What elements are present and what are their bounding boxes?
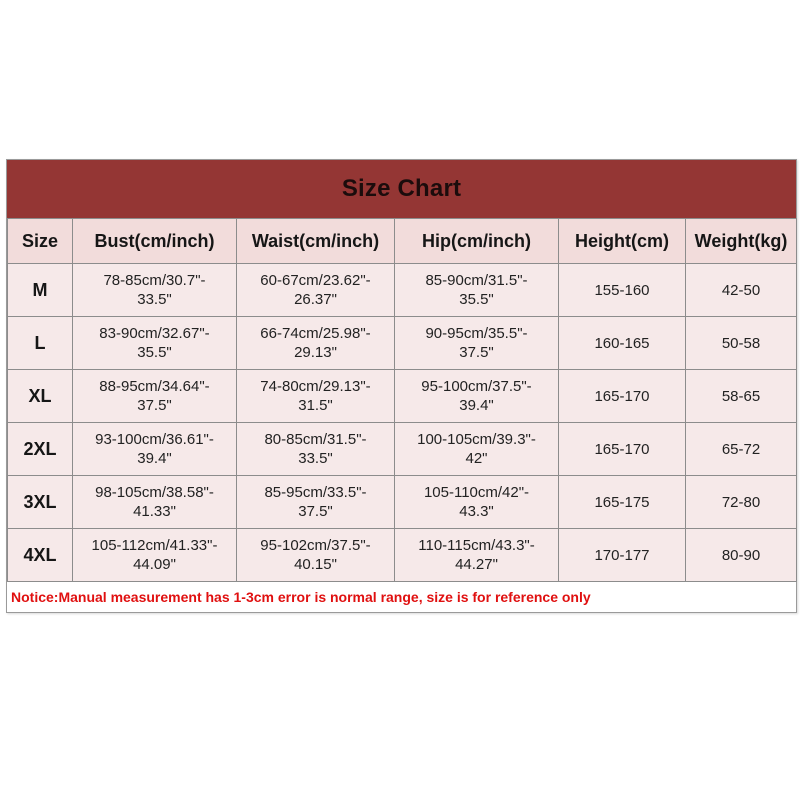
column-header-waist: Waist(cm/inch) xyxy=(237,219,395,264)
table-row xyxy=(8,264,797,317)
bust-cell: 105-112cm/41.33"- 44.09" xyxy=(73,529,237,582)
hip-cell: 110-115cm/43.3"- 44.27" xyxy=(395,529,559,582)
bust-cell: 93-100cm/36.61"- 39.4" xyxy=(73,423,237,476)
weight-cell: 80-90 xyxy=(686,529,797,582)
hip-cell: 105-110cm/42"- 43.3" xyxy=(395,476,559,529)
hip-cell: 95-100cm/37.5"- 39.4" xyxy=(395,370,559,423)
height-cell: 165-170 xyxy=(559,423,686,476)
weight-cell: 42-50 xyxy=(686,264,797,317)
column-header-hip: Hip(cm/inch) xyxy=(395,219,559,264)
waist-cell: 60-67cm/23.62"- 26.37" xyxy=(237,264,395,317)
waist-cell: 95-102cm/37.5"- 40.15" xyxy=(237,529,395,582)
height-cell: 160-165 xyxy=(559,317,686,370)
column-header-size: Size xyxy=(8,219,73,264)
table-row xyxy=(8,370,797,423)
size-cell: 2XL xyxy=(8,423,73,476)
hip-cell: 90-95cm/35.5"- 37.5" xyxy=(395,317,559,370)
bust-cell: 98-105cm/38.58"- 41.33" xyxy=(73,476,237,529)
table-row xyxy=(8,423,797,476)
size-chart xyxy=(6,159,797,613)
table-row xyxy=(8,476,797,529)
column-header-weight: Weight(kg) xyxy=(686,219,797,264)
waist-cell: 85-95cm/33.5"- 37.5" xyxy=(237,476,395,529)
bust-cell: 83-90cm/32.67"- 35.5" xyxy=(73,317,237,370)
size-cell: XL xyxy=(8,370,73,423)
waist-cell: 66-74cm/25.98"- 29.13" xyxy=(237,317,395,370)
bust-cell: 78-85cm/30.7"- 33.5" xyxy=(73,264,237,317)
height-cell: 165-170 xyxy=(559,370,686,423)
size-table xyxy=(7,218,797,582)
weight-cell: 50-58 xyxy=(686,317,797,370)
height-cell: 155-160 xyxy=(559,264,686,317)
column-header-height: Height(cm) xyxy=(559,219,686,264)
size-cell: 4XL xyxy=(8,529,73,582)
size-cell: L xyxy=(8,317,73,370)
waist-cell: 74-80cm/29.13"- 31.5" xyxy=(237,370,395,423)
height-cell: 170-177 xyxy=(559,529,686,582)
bust-cell: 88-95cm/34.64"- 37.5" xyxy=(73,370,237,423)
table-header-row xyxy=(8,219,797,264)
weight-cell: 58-65 xyxy=(686,370,797,423)
waist-cell: 80-85cm/31.5"- 33.5" xyxy=(237,423,395,476)
height-cell: 165-175 xyxy=(559,476,686,529)
chart-title: Size Chart xyxy=(7,160,796,218)
weight-cell: 65-72 xyxy=(686,423,797,476)
hip-cell: 85-90cm/31.5"- 35.5" xyxy=(395,264,559,317)
notice-text: Notice:Manual measurement has 1-3cm error is normal range, size is for reference only xyxy=(7,582,796,612)
table-row xyxy=(8,317,797,370)
size-cell: 3XL xyxy=(8,476,73,529)
hip-cell: 100-105cm/39.3"- 42" xyxy=(395,423,559,476)
table-row xyxy=(8,529,797,582)
column-header-bust: Bust(cm/inch) xyxy=(73,219,237,264)
weight-cell: 72-80 xyxy=(686,476,797,529)
size-cell: M xyxy=(8,264,73,317)
